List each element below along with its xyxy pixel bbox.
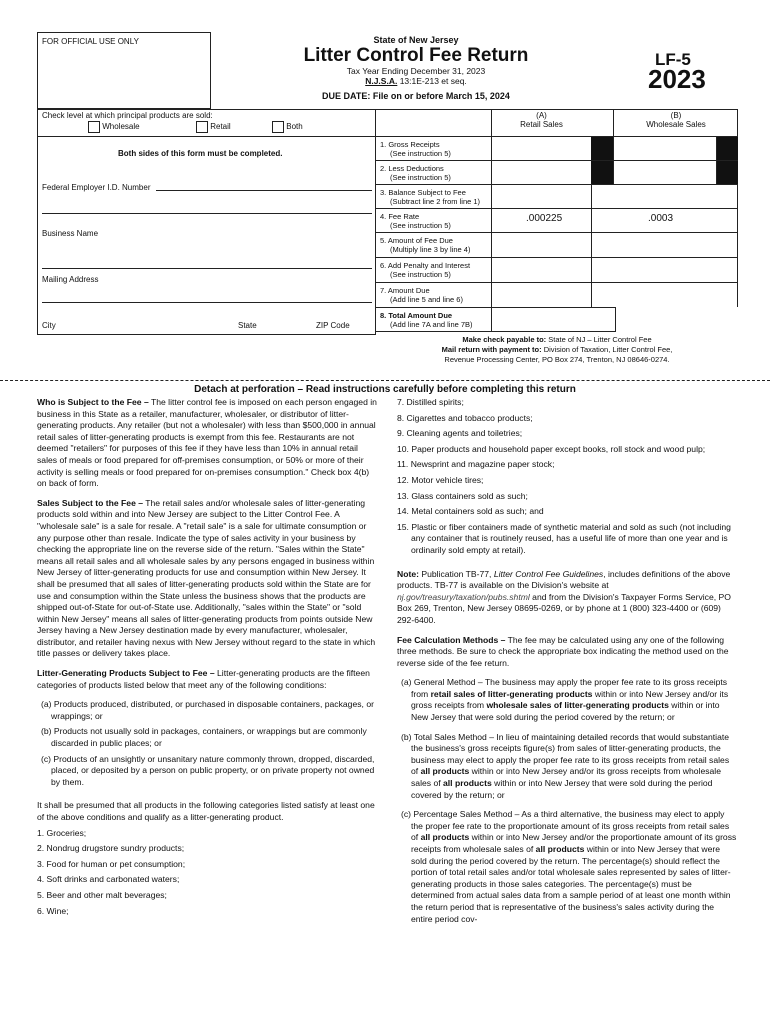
instructions-right xyxy=(397,397,737,925)
fee-table-header xyxy=(376,109,738,136)
method-c-3: within or into New Jersey that were sold during the period covered by the return. The percentage(s) should reflect the portion of total retail sales and/or total wholesale sales represented by sales of litter-generating products in those sales categories. The percentage(s) must be determined from actual sales data from a sample period of at least one month within the return period that is representative of the business's sales activity during the entire period cov- xyxy=(411,844,731,924)
method-b-2: within or into New Jersey and/or its gross receipts from wholesale sales of xyxy=(411,766,721,789)
form-year: 2023 xyxy=(648,64,706,94)
statute-rest: 13:1E-213 et seq. xyxy=(397,76,467,86)
payable-line xyxy=(376,335,738,345)
note-c: and from the Division's Taxpayer Forms Service, PO Box 269, Trenton, New Jersey 08695-0269, or by phone at 1 (800) 323-4400 or (609) 292-6400. xyxy=(397,591,731,625)
form-id: LF-5 xyxy=(655,50,691,69)
category-13: 13. Glass containers sold as such; xyxy=(397,490,528,501)
due-date: DUE DATE: File on or before March 15, 2024 xyxy=(322,91,510,101)
statute-prefix: N.J.S.A. xyxy=(365,76,398,86)
payable-label: Make check payable to: xyxy=(462,335,547,344)
row-6-line1: 6. Add Penalty and Interest xyxy=(380,261,471,270)
row-6-field-a[interactable] xyxy=(491,258,591,282)
method-b-3: within or into New Jersey that were sold during the period covered by the return; or xyxy=(411,778,713,800)
category-12: 12. Motor vehicle tires; xyxy=(397,474,484,485)
methods-title: Fee Calculation Methods – xyxy=(397,634,506,645)
row-3-label xyxy=(380,188,480,206)
method-b xyxy=(397,732,737,802)
method-b-bold-2: all products xyxy=(443,778,492,789)
mail-value: Division of Taxation, Litter Control Fee, xyxy=(541,345,673,354)
row-2-field-b[interactable] xyxy=(613,161,716,184)
method-c-bold-2: all products xyxy=(535,844,585,854)
form-title: Litter Control Fee Return xyxy=(303,45,529,66)
perforation-line xyxy=(0,380,770,381)
category-9: 9. Cleaning agents and toiletries; xyxy=(397,428,523,439)
statute xyxy=(211,76,621,86)
wholesale-checkbox[interactable] xyxy=(88,121,100,133)
both-sides-notice: Both sides of this form must be completed. xyxy=(118,149,283,158)
category-7: 7. Distilled spirits; xyxy=(397,397,464,407)
sales-title: Sales Subject to the Fee – xyxy=(37,497,144,508)
condition-c: (c) Products of an unsightly or unsanitary nature commonly thrown, dropped, discarded, placed, or deposited by a person on public property, or on private property not owned by them. xyxy=(41,753,375,787)
row-3-field-a[interactable] xyxy=(491,185,591,208)
retail-label: Retail xyxy=(210,122,231,132)
row-6-line2: (See instruction 5) xyxy=(390,270,451,279)
who-paragraph xyxy=(37,397,377,490)
mailing-address-field[interactable] xyxy=(42,289,372,303)
fee-rate-b: .0003 xyxy=(648,213,674,224)
row-1-line1: 1. Gross Receipts xyxy=(380,140,440,149)
mailing-address-label: Mailing Address xyxy=(42,275,99,284)
row-1-field-b[interactable] xyxy=(613,137,716,160)
method-a xyxy=(397,677,737,723)
category-15: 15. Plastic or fiber containers made of synthetic material and sold as such (not including any container that is routinely reused, has a useful life of more than one year and is ordinarily sold empty at retail). xyxy=(397,521,731,555)
row-5-label xyxy=(380,236,470,254)
row-1-field-a[interactable] xyxy=(491,137,591,160)
row-4-line2: (See instruction 5) xyxy=(390,221,451,230)
state-name: State of New Jersey xyxy=(373,35,459,45)
category-11: 11. Newsprint and magazine paper stock; xyxy=(397,459,555,470)
mail-line xyxy=(376,345,738,355)
retail-checkbox[interactable] xyxy=(196,121,208,133)
presumed-paragraph: It shall be presumed that all products in the following categories listed satisfy at least one of the above conditions and qualify as a litter-generating product. xyxy=(37,800,375,822)
wholesale-option[interactable] xyxy=(88,121,140,133)
who-title: Who is Subject to the Fee – xyxy=(37,397,149,407)
row-7-field-b[interactable] xyxy=(591,283,738,307)
sales-paragraph xyxy=(37,498,377,660)
category-4: 4. Soft drinks and carbonated waters; xyxy=(37,874,180,885)
method-b-1: (b) Total Sales Method – In lieu of maintaining detailed records that would substantiate the business's gross receipts figure(s) from sales of litter-generating products, the business may elect to apply the proper fee rate to its gross receipts from retail sales of xyxy=(401,731,730,777)
row-2-shade-b xyxy=(716,161,738,184)
method-c-1: (c) Percentage Sales Method – As a third alternative, the business may elect to apply the proper fee rate to the proportionate amount of its gross receipts from retail sales of xyxy=(401,809,730,843)
row-8-field-total[interactable] xyxy=(491,308,616,331)
method-a-3: within or into New Jersey that were sold during the period covered by the return; or xyxy=(411,700,720,723)
row-5-field-b[interactable] xyxy=(591,233,738,257)
method-a-bold-2: wholesale sales of litter-generating products xyxy=(486,700,669,711)
category-1: 1. Groceries; xyxy=(37,827,87,838)
state-label: State xyxy=(238,321,257,330)
condition-b: (b) Products not usually sold in packages, containers, or wrappings but are commonly discarded in public places; or xyxy=(41,726,367,749)
method-c-2: within or into New Jersey and/or the proportionate amount of its gross receipts from wholesale sales of xyxy=(411,832,737,854)
col-b-letter: (B) xyxy=(670,111,682,120)
method-a-1: (a) General Method – The business may apply the proper fee rate to its gross receipts from xyxy=(401,677,728,699)
perforation-text: Detach at perforation – Read instructions carefully before completing this return xyxy=(194,384,576,395)
col-a-letter: (A) xyxy=(536,111,547,120)
methods-text: The fee may be calculated using any one of the following three methods. Be sure to check the appropriate box indicating the method used on the reverse side of the fee return. xyxy=(397,634,729,668)
category-14: 14. Metal containers sold as such; and xyxy=(397,506,544,517)
row-5-line2: (Multiply line 3 by line 4) xyxy=(390,245,471,254)
check-level-label: Check level at which principal products are sold: xyxy=(42,111,213,120)
zip-label: ZIP Code xyxy=(316,321,350,330)
row-5-field-a[interactable] xyxy=(491,233,591,257)
fee-row-6 xyxy=(376,257,738,282)
fein-label: Federal Employer I.D. Number xyxy=(42,183,151,192)
row-7-field-a[interactable] xyxy=(491,283,591,307)
fee-row-1 xyxy=(376,136,738,160)
row-8-label xyxy=(380,311,473,329)
row-2-label xyxy=(380,164,451,182)
row-1-shade-b xyxy=(716,137,738,160)
row-7-line1: 7. Amount Due xyxy=(380,286,430,295)
payable-value: State of NJ – Litter Control Fee xyxy=(546,335,652,344)
sales-text: The retail sales and/or wholesale sales of litter-generating products sold within and into New Jersey are subject to the Litter Control Fee. A "wholesale sale" is a sale for resale. A "retail sale" is a sale for ultimate consumption or any purpose other than resale. Indicate the type of sales activity in your business by checking the appropriate line on the reverse side of the return. "Sales within the State" means all retail sales and all wholesale sales by any persons engaged in business within New Jersey of litter-generating products for use and consumption within New Jersey. It shall be presumed that all sales of litter-generating products sold within the State are for use and consumption within the State unless the business shows that the products are shipped out-of-State for out-of-State use. Additionally, "sales within the State" or "sold within New Jersey" means all sales of litter-generating products from points outside New Jersey having a New Jersey destination made by every manufacturer, wholesaler, distributor, and retailer having nexus with New Jersey without regard to the state in which title passes or delivery takes place. xyxy=(37,497,376,659)
fein-underline xyxy=(42,213,372,214)
row-1-shade-a xyxy=(591,137,613,160)
row-4-field-b xyxy=(591,209,738,232)
mail-address: Revenue Processing Center, PO Box 274, Trenton, NJ 08646-0274. xyxy=(444,355,670,364)
instructions-left xyxy=(37,397,377,917)
row-2-line1: 2. Less Deductions xyxy=(380,164,444,173)
fee-row-3 xyxy=(376,184,738,208)
category-6: 6. Wine; xyxy=(37,905,69,916)
condition-a: (a) Products produced, distributed, or purchased in disposable containers, packages, or wrappings; or xyxy=(41,699,374,721)
note-paragraph xyxy=(397,569,737,627)
retail-option[interactable] xyxy=(196,121,231,133)
row-5-line1: 5. Amount of Fee Due xyxy=(380,236,453,245)
category-10: 10. Paper products and household paper except books, roll stock and wood pulp; xyxy=(397,443,706,454)
tax-year: Tax Year Ending December 31, 2023 xyxy=(346,66,486,76)
row-4-line1: 4. Fee Rate xyxy=(380,212,420,221)
col-b-label: Wholesale Sales xyxy=(646,120,706,129)
both-option[interactable] xyxy=(272,121,303,133)
note-url-link[interactable]: nj.gov/treasury/taxation/pubs.shtml xyxy=(397,591,530,602)
note-pub-title: Litter Control Fee Guidelines xyxy=(493,568,604,579)
fee-row-4 xyxy=(376,208,738,232)
note-b: , includes definitions of the above products. TB-77 is available on the Division's website at xyxy=(397,568,731,591)
row-1-label xyxy=(380,140,451,158)
category-2: 2. Nondrug drugstore sundry products; xyxy=(37,843,185,854)
products-paragraph xyxy=(37,668,377,691)
row-8-line2: (Add line 7A and line 7B) xyxy=(390,320,473,329)
fee-row-8 xyxy=(376,307,616,332)
note-label: Note: xyxy=(397,568,419,579)
city-label: City xyxy=(42,321,56,330)
category-8: 8. Cigarettes and tobacco products; xyxy=(397,412,533,423)
fee-row-5 xyxy=(376,232,738,257)
row-8-line1: 8. Total Amount Due xyxy=(380,311,453,320)
row-7-label xyxy=(380,286,463,304)
category-3: 3. Food for human or pet consumption; xyxy=(37,858,186,869)
official-use-label: FOR OFFICIAL USE ONLY xyxy=(42,37,139,46)
both-checkbox[interactable] xyxy=(272,121,284,133)
row-3-line2: (Subtract line 2 from line 1) xyxy=(390,197,481,206)
wholesale-label: Wholesale xyxy=(102,122,140,132)
products-text: Litter-generating products are the fifteen categories of products listed below that meet any of the following conditions: xyxy=(37,668,370,690)
method-c xyxy=(397,809,737,925)
left-form xyxy=(37,109,376,335)
row-2-shade-a xyxy=(591,161,613,184)
row-6-field-b[interactable] xyxy=(591,258,738,282)
row-1-line2: (See instruction 5) xyxy=(390,149,451,158)
row-3-line1: 3. Balance Subject to Fee xyxy=(380,188,466,197)
payment-info xyxy=(376,335,738,365)
row-4-field-a xyxy=(491,209,591,232)
row-3-field-b[interactable] xyxy=(591,185,738,208)
row-4-label xyxy=(380,212,451,230)
fee-row-2 xyxy=(376,160,738,184)
both-label: Both xyxy=(286,122,303,132)
row-7-line2: (Add line 5 and line 6) xyxy=(390,295,463,304)
business-name-field[interactable] xyxy=(42,249,372,269)
row-2-line2: (See instruction 5) xyxy=(390,173,451,182)
note-a: Publication TB-77, xyxy=(418,568,494,579)
method-a-bold-1: retail sales of litter-generating products xyxy=(430,688,593,699)
category-5: 5. Beer and other malt beverages; xyxy=(37,889,167,900)
mail-label: Mail return with payment to: xyxy=(441,345,542,354)
col-b-header xyxy=(613,109,738,136)
fee-rate-a: .000225 xyxy=(526,213,563,224)
who-text: The litter control fee is imposed on each person engaged in business in this State as a retailer, manufacturer, wholesaler, or distributor of litter-generating products. Any retailer (but not a wholesaler) with less than $500,000 in annual retail sales of litter-generating products is exempt from this fee. Restaurants are not deemed "retailers" for purposes of this fee if they have less than 10% in annual retail sales of meals or food prepared for off-premises consumption, or 50% or more of their activity is selling meals or food prepared for on-premises consumption." Check box 4(b) on back of form. xyxy=(37,397,377,489)
business-name-label: Business Name xyxy=(42,229,99,238)
method-c-bold-1: all products xyxy=(420,832,470,843)
row-6-label xyxy=(380,261,470,279)
col-a-label: Retail Sales xyxy=(520,120,563,129)
row-2-field-a[interactable] xyxy=(491,161,591,184)
header-center xyxy=(211,32,621,109)
col-a-header xyxy=(491,109,591,136)
fee-row-7 xyxy=(376,282,738,307)
method-a-2: within or into New Jersey and/or its gross receipts from xyxy=(411,688,729,711)
method-b-bold-1: all products xyxy=(420,766,470,777)
products-title: Litter-Generating Products Subject to Fee – xyxy=(37,668,215,679)
official-use-box xyxy=(37,32,211,109)
methods-paragraph xyxy=(397,635,737,670)
fein-field[interactable] xyxy=(156,181,372,191)
